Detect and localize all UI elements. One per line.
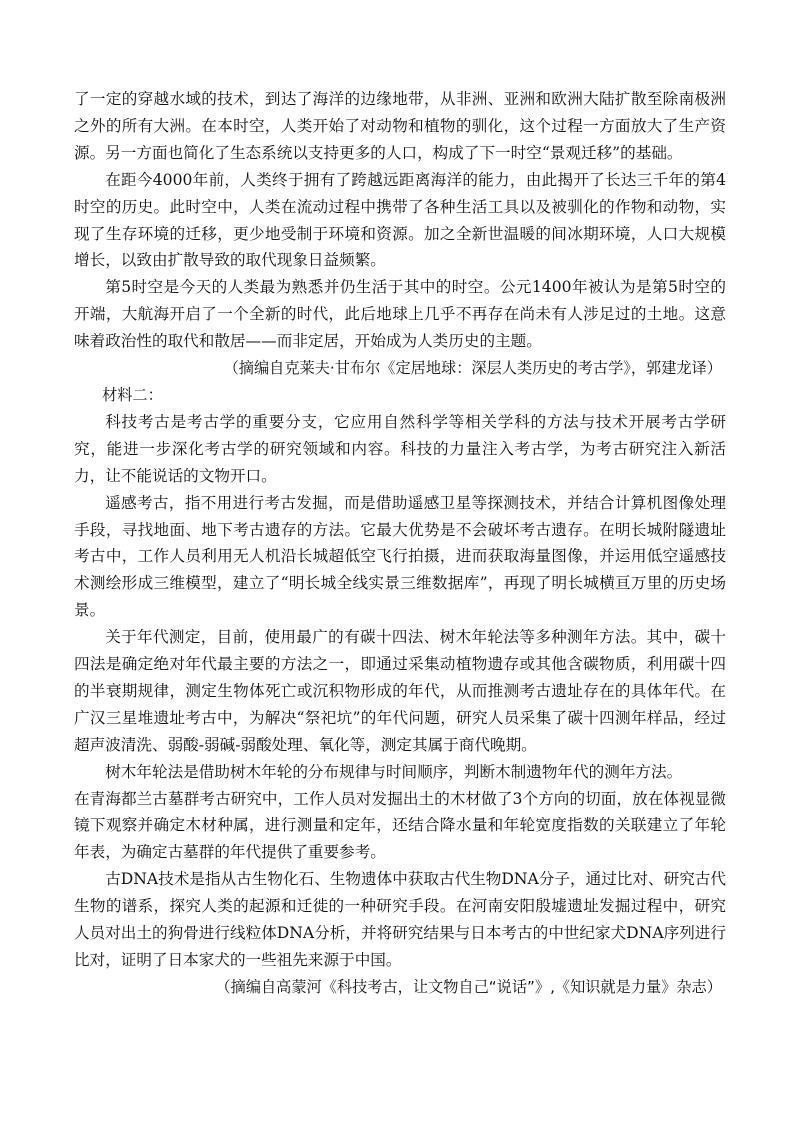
material2-paragraph-4: 树木年轮法是借助树木年轮的分布规律与时间顺序，判断木制遗物年代的测年方法。: [105, 762, 683, 781]
material2-label: 材料二：: [102, 385, 163, 404]
material2-paragraph-6: 古DNA技术是指从古生物化石、生物遗体中获取古代生物DNA分子，通过比对、研究古代生物的谱系，探究人类的起源和迁徙的一种研究手段。在河南安阳殷墟遗址发掘过程中，研究人员对出土的狗骨进行线粒体DNA分析，并将研究结果与日本考古的中世纪家犬DNA序列进行比对，证明了日本家犬的一些祖先来源于中国。: [74, 870, 726, 969]
material1-source: （摘编自克莱夫·甘布尔《定居地球：深层人类历史的考古学》，郭建龙译）: [223, 359, 722, 378]
material2-paragraph-2: 遥感考古，指不用进行考古发掘，而是借助遥感卫星等探测技术，并结合计算机图像处理手段，寻找地面、地下考古遗存的方法。它最大优势是不会破坏考古遗存。在明长城附隧遗址考古中，工作人员利用无人机沿长城超低空飞行拍摄，进而获取海量图像，并运用低空遥感技术测绘形成三维模型，建立了“明长城全线实景三维数据库”，再现了明长城横亘万里的历史场景。: [74, 493, 726, 620]
material1-paragraph-1: 了一定的穿越水域的技术，到达了海洋的边缘地带，从非洲、亚洲和欧洲大陆扩散至除南极洲之外的所有大洲。在本时空，人类开始了对动物和植物的驯化，这个过程一方面放大了生产资源。另一方面也简化了生态系统以支持更多的人口，构成了下一时空“景观迁移”的基础。: [74, 90, 726, 162]
material2-paragraph-5: 在青海都兰古墓群考古研究中，工作人员对发掘出土的木材做了3个方向的切面，放在体视显微镜下观察并确定木材种属，进行测量和定年，还结合降水量和年轮宽度指数的关联建立了年轮年表，为确定古墓群的年代提供了重要参考。: [74, 789, 726, 862]
material2-source: （摘编自高蒙河《科技考古，让文物自己“说话”》,《知识就是力量》杂志）: [215, 977, 722, 996]
material2-paragraph-3: 关于年代测定，目前，使用最广的有碳十四法、树木年轮法等多种测年方法。其中，碳十四法是确定绝对年代最主要的方法之一，即通过采集动植物遗存或其他含碳物质，利用碳十四的半衰期规律，测定生物体死亡或沉积物形成的年代，从而推测考古遗址存在的具体年代。在广汉三星堆遗址考古中，为解决“祭祀坑”的年代问题，研究人员采集了碳十四测年样品，经过超声波清洗、弱酸-弱碱-弱酸处理、氧化等，测定其属于商代晚期。: [74, 628, 726, 754]
material1-paragraph-2: 在距今4000年前，人类终于拥有了跨越远距离海洋的能力，由此揭开了长达三千年的第4时空的历史。此时空中，人类在流动过程中携带了各种生活工具以及被驯化的作物和动物，实现了生存环境的迁移，更少地受制于环境和资源。加之全新世温暖的间冰期环境，人口大规模增长，以致由扩散导致的取代现象日益频繁。: [74, 170, 726, 270]
material1-paragraph-3: 第5时空是今天的人类最为熟悉并仍生活于其中的时空。公元1400年被认为是第5时空的开端，大航海开启了一个全新的时代，此后地球上几乎不再存在尚未有人涉足过的土地。这意味着政治性的取代和散居——而非定居，开始成为人类历史的主题。: [74, 278, 726, 351]
material2-paragraph-1: 科技考古是考古学的重要分支，它应用自然科学等相关学科的方法与技术开展考古学研究，能进一步深化考古学的研究领域和内容。科技的力量注入考古学，为考古研究注入新活力，让不能说话的文物开口。: [74, 412, 726, 485]
document-page: [74, 86, 726, 1001]
